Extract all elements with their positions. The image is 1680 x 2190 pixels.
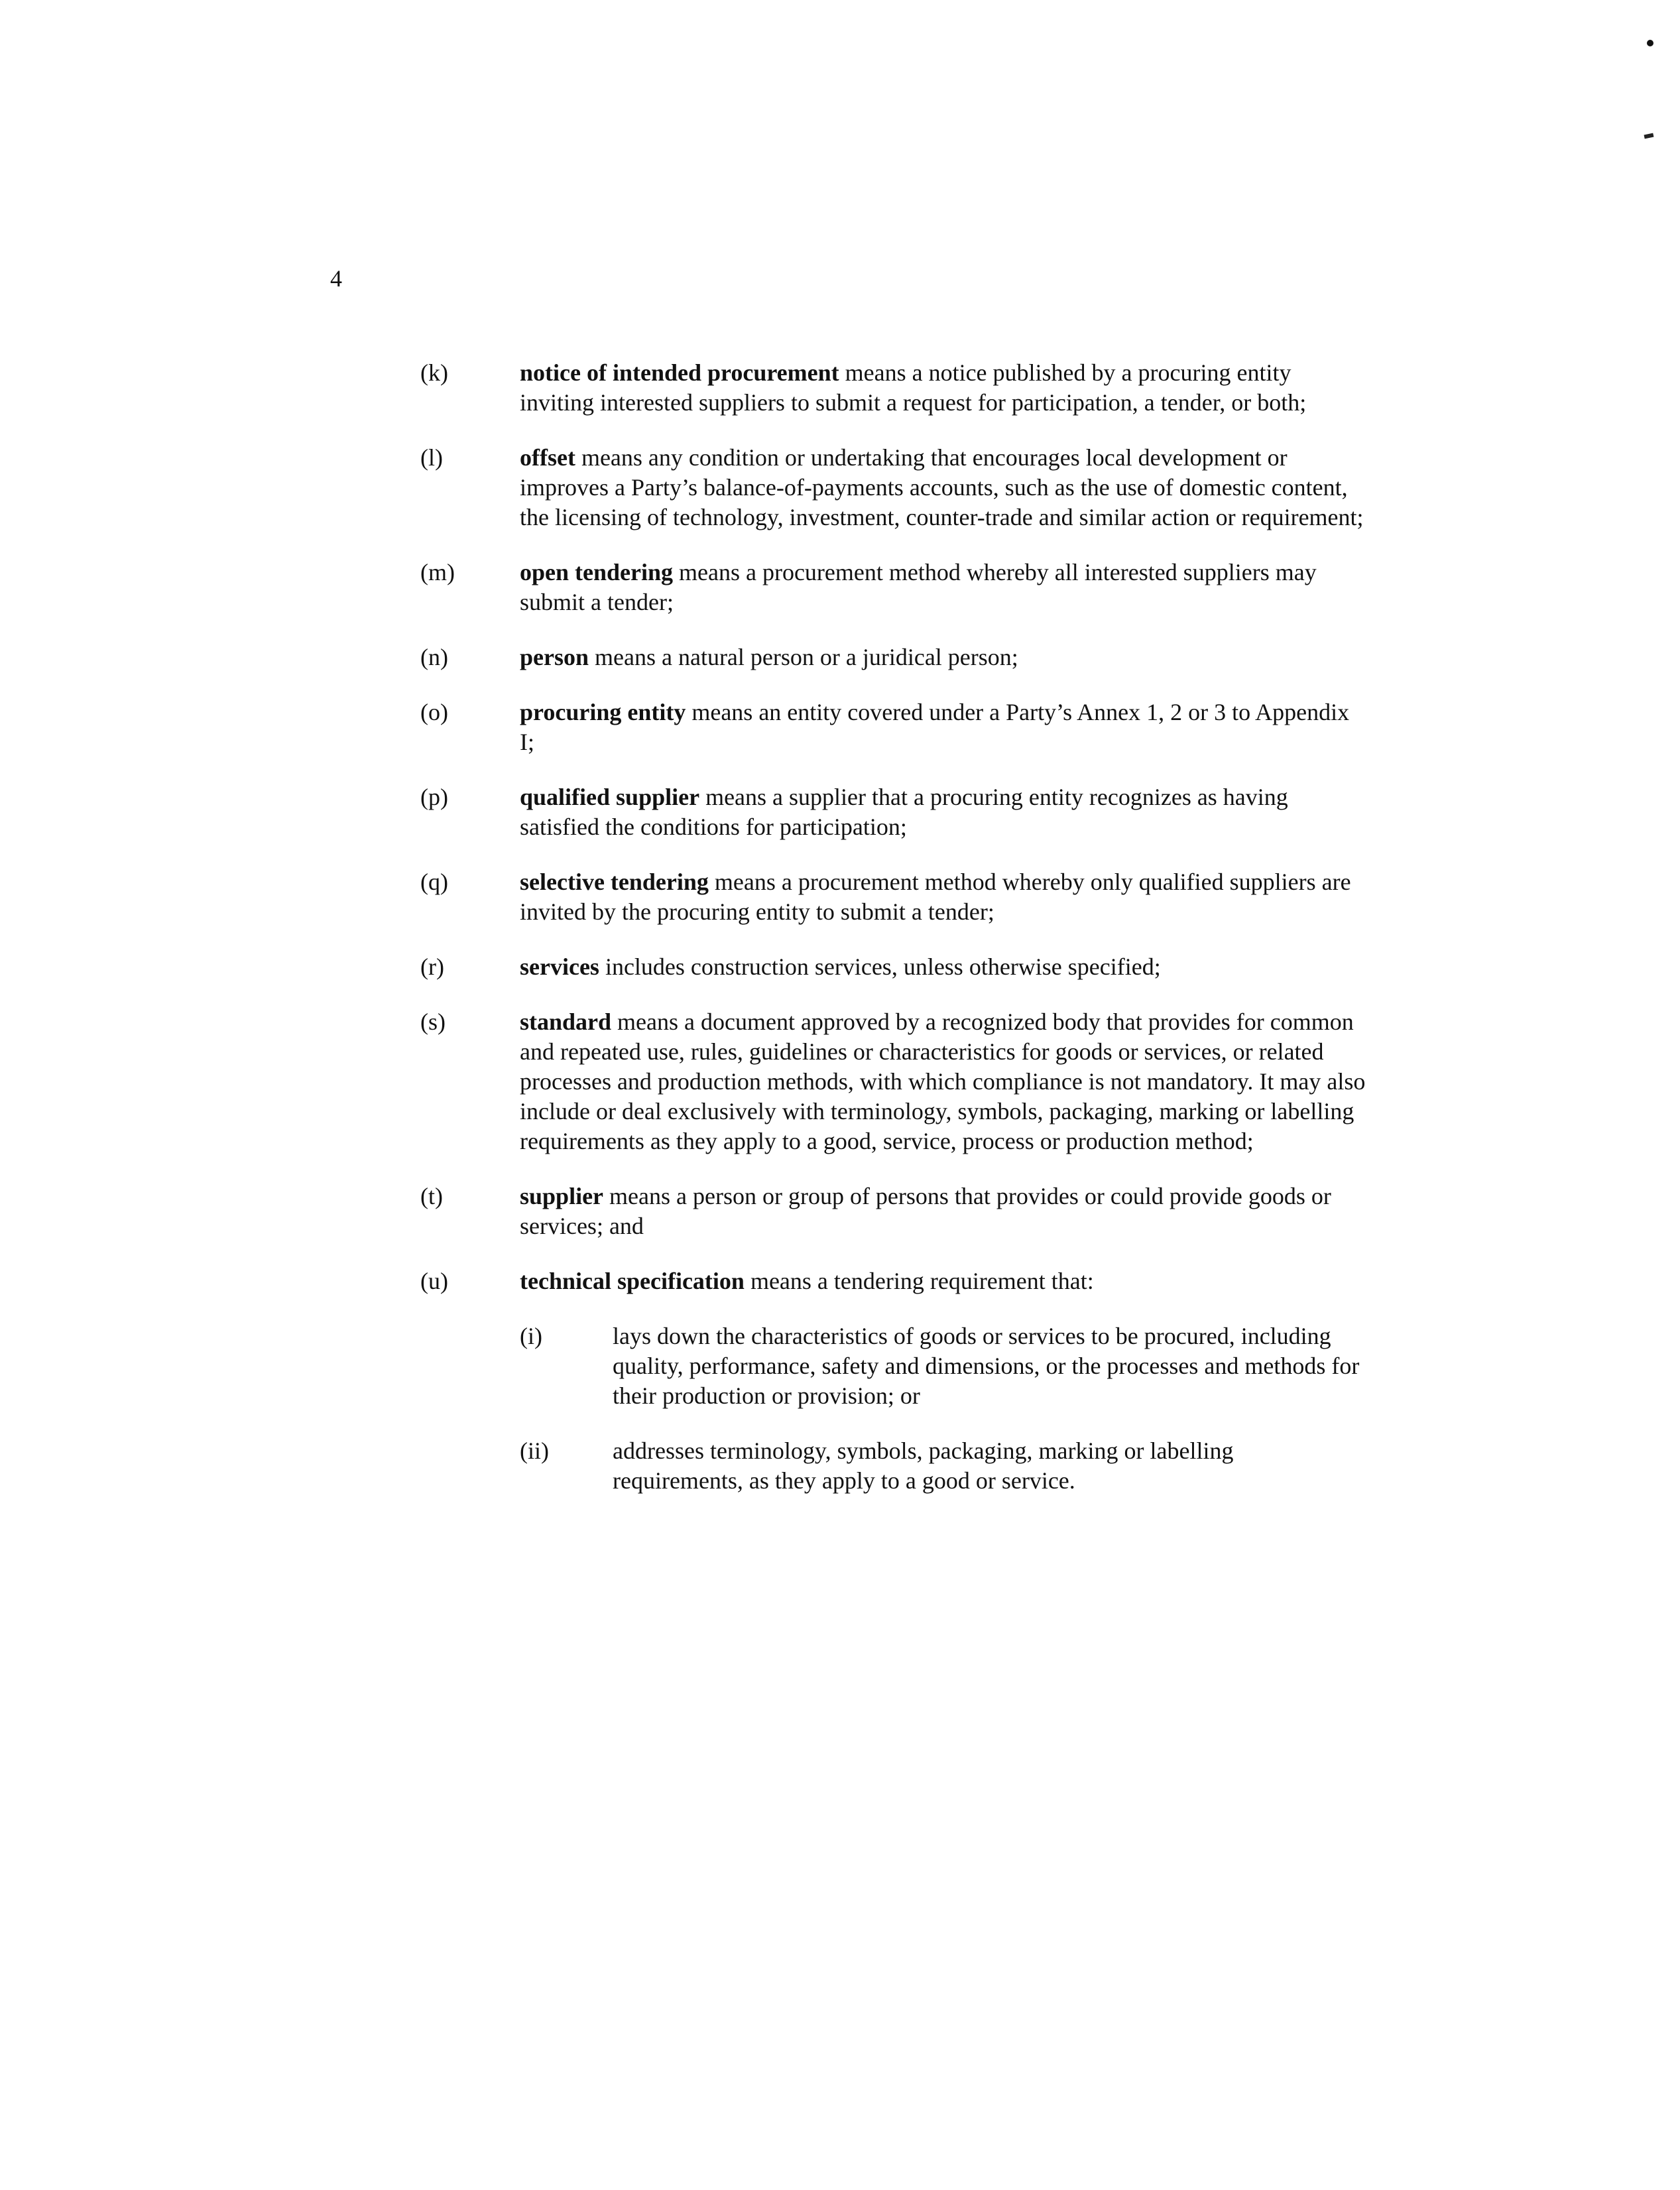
definition-text: means any condition or undertaking that encourages local development or improves a Party’s balance-of-payments accounts, such as the use of domestic content, the licensing of technology, investment, counter-trade and similar action or requirement;	[520, 444, 1364, 530]
definition-entry-m	[420, 558, 1368, 617]
definition-body	[520, 358, 1368, 418]
technical-specification-subitems	[520, 1321, 1368, 1496]
subitem-ii	[520, 1436, 1368, 1496]
definition-body	[520, 642, 1368, 672]
definition-label: (u)	[420, 1268, 448, 1294]
definition-text: means a notice published by a procuring entity inviting interested suppliers to submit a request for participation, a tender, or both;	[520, 359, 1307, 416]
definition-term: qualified supplier	[520, 784, 700, 810]
definition-term: notice of intended procurement	[520, 359, 839, 386]
definition-entry-q	[420, 867, 1368, 927]
definition-term: technical specification	[520, 1268, 745, 1294]
definition-text: means an entity covered under a Party’s Annex 1, 2 or 3 to Appendix I;	[520, 699, 1350, 755]
definition-body	[520, 867, 1368, 927]
definition-term: standard	[520, 1008, 612, 1035]
definition-text: means a supplier that a procuring entity recognizes as having satisfied the conditions for participation;	[520, 784, 1288, 840]
definition-term: supplier	[520, 1183, 604, 1209]
definition-label: (r)	[420, 953, 444, 980]
definition-term: offset	[520, 444, 575, 471]
definition-entry-o	[420, 698, 1368, 757]
scan-dash-mark	[1644, 133, 1654, 139]
subitem-label: (ii)	[520, 1437, 549, 1464]
definition-entry-t	[420, 1182, 1368, 1241]
definition-body	[520, 1266, 1368, 1521]
definition-label: (k)	[420, 359, 448, 386]
definition-label: (t)	[420, 1183, 443, 1209]
scan-dot-mark	[1647, 40, 1653, 46]
definition-entry-k	[420, 358, 1368, 418]
definition-label: (p)	[420, 784, 448, 810]
definition-term: procuring entity	[520, 699, 686, 725]
subitem-label: (i)	[520, 1323, 542, 1349]
definition-text: means a natural person or a juridical person;	[595, 644, 1018, 670]
definition-entry-l	[420, 443, 1368, 532]
definition-term: person	[520, 644, 589, 670]
definition-entry-r	[420, 952, 1368, 982]
definition-label: (n)	[420, 644, 448, 670]
subitem-text: lays down the characteristics of goods or services to be procured, including quality, performance, safety and dimensions, or the processes and methods for their production or provision; or	[613, 1323, 1360, 1409]
definition-label: (s)	[420, 1008, 446, 1035]
definition-body	[520, 952, 1368, 982]
page-number: 4	[330, 265, 342, 292]
definition-entry-u	[420, 1266, 1368, 1521]
definition-text: includes construction services, unless otherwise specified;	[605, 953, 1161, 980]
definition-label: (m)	[420, 559, 455, 585]
definitions-list	[420, 358, 1368, 1546]
definition-term: open tendering	[520, 559, 674, 585]
definition-body	[520, 782, 1368, 842]
subitem-i	[520, 1321, 1368, 1411]
definition-label: (q)	[420, 869, 448, 895]
definition-body	[520, 443, 1368, 532]
definition-label: (l)	[420, 444, 443, 471]
definition-text: means a procurement method whereby all interested suppliers may submit a tender;	[520, 559, 1317, 615]
subitem-text: addresses terminology, symbols, packaging, marking or labelling requirements, as they apply to a good or service.	[613, 1437, 1234, 1494]
definition-term: services	[520, 953, 599, 980]
definition-body	[520, 1007, 1368, 1156]
definition-entry-p	[420, 782, 1368, 842]
definition-entry-s	[420, 1007, 1368, 1156]
definition-text: means a procurement method whereby only qualified suppliers are invited by the procuring entity to submit a tender;	[520, 869, 1351, 925]
definition-body	[520, 698, 1368, 757]
definition-text: means a tendering requirement that:	[750, 1268, 1094, 1294]
definition-body	[520, 1182, 1368, 1241]
definition-body	[520, 558, 1368, 617]
definition-text: means a document approved by a recognized body that provides for common and repeated use, rules, guidelines or characteristics for goods or services, or related processes and production methods, with which compliance is not mandatory. It may also include or deal exclusively with terminology, symbols, packaging, marking or labelling requirements as they apply to a good, service, process or production method;	[520, 1008, 1366, 1154]
definition-label: (o)	[420, 699, 448, 725]
definition-text: means a person or group of persons that provides or could provide goods or services; and	[520, 1183, 1331, 1239]
definition-term: selective tendering	[520, 869, 709, 895]
definition-entry-n	[420, 642, 1368, 672]
